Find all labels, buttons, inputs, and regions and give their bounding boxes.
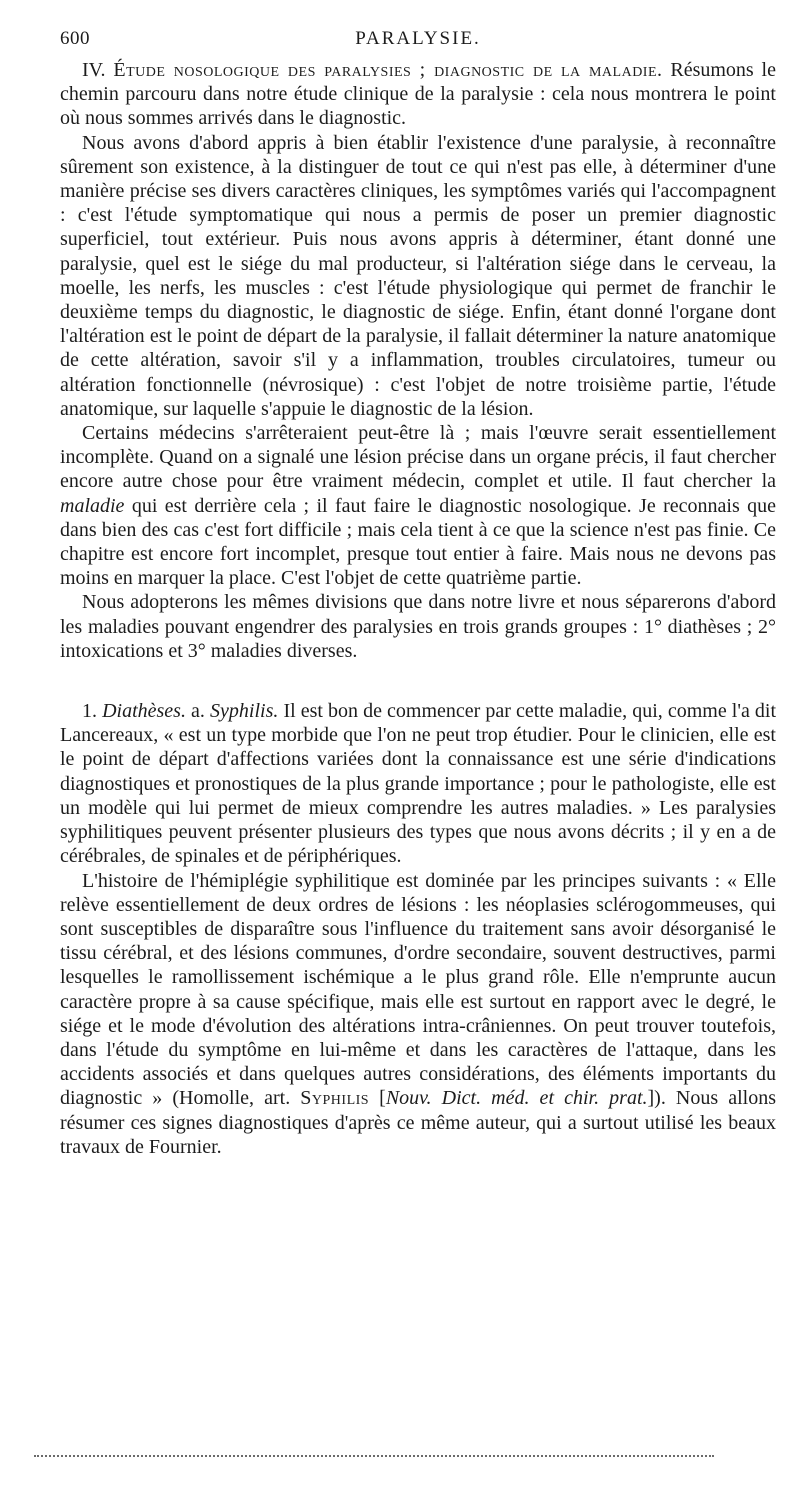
section-iv-heading: Étude nosologique des paralysies ; diagnostic de la maladie. xyxy=(113,59,663,81)
section-iv-p3-emphasis: maladie xyxy=(60,494,125,517)
section-1-p1-text: Il est bon de commencer par cette maladie, qui, comme l'a dit Lancereaux, « est un type morbide que l'on ne peut trop étudier. Pour le clinicien, elle est le point de départ d'affections variées dont la connaissance est une série d'indications diagnostiques et pronostiques de la plus grande importance ; pour le pathologiste, elle est un modèle qui lui permet de mieux comprendre les autres maladies. » Les paralysies syphilitiques peuvent présenter plusieurs des types que nous avons décrits ; il y en a de cérébrales, de spinales et de périphériques. xyxy=(60,700,777,868)
section-iv-paragraph-3 xyxy=(60,421,776,590)
running-head: PARALYSIE. xyxy=(355,28,481,49)
section-iv-paragraph-2: Nous avons d'abord appris à bien établir l'existence d'une paralysie, à reconnaître sûrement son existence, à la distinguer de tout ce qui n'est pas elle, à déterminer d'une manière précise ses divers caractères cliniques, les symptômes variés qui l'accompagnent : c'est l'étude symptomatique qui nous a permis de poser un premier diagnostic superficiel, tout extérieur. Puis nous avons appris à déterminer, étant donné une paralysie, quel est le siége du mal producteur, si l'altération siége dans le cerveau, la moelle, les nerfs, les muscles : c'est l'étude physiologique qui permet de franchir le deuxième temps du diagnostic, le diagnostic de siége. Enfin, étant donné l'organe dont l'altération est le point de départ de la paralysie, il fallait déterminer la nature anatomique de cette altération, savoir s'il y a inflammation, troubles circulatoires, tumeur ou altération fonctionnelle (névrosique) : c'est l'objet de notre troisième partie, l'étude anatomique, sur laquelle s'appuie le diagnostic de la lésion. xyxy=(60,131,776,420)
section-1-p2-text-a: L'histoire de l'hémiplégie syphilitique est dominée par les principes suivants : « Elle relève essentiellement de deux ordres de lésions : les néoplasies sclérogommeuses, qui sont susceptibles de disparaître sous l'influence du traitement sans avoir désorganisé le tissu cérébral, et des lésions communes, d'ordre secondaire, souvent destructives, parmi lesquelles le ramollissement ischémique a le plus grand rôle. Elle n'emprunte aucun caractère propre à sa cause spécifique, mais elle est surtout en rapport avec le degré, le siége et le mode d'évolution des altérations intra-crâniennes. On peut trouver toutefois, dans l'étude du symptôme en lui-même et dans les caractères de l'attaque, dans les accidents associés et dans quelques autres considérations, des éléments importants du diagnostic » (Homolle, art. xyxy=(60,869,776,1110)
section-iv-intro-paragraph xyxy=(60,58,776,131)
section-1-p2-smallcaps: Syphilis xyxy=(300,1087,370,1110)
section-1-number: 1. xyxy=(82,700,97,723)
page-header xyxy=(60,28,776,58)
body-text xyxy=(60,58,776,1159)
section-iv-p3-text-a: Certains médecins s'arrêteraient peut-être là ; mais l'œuvre serait essentiellement incomplète. Quand on a signalé une lésion précise dans un organe précis, il faut chercher encore autre chose pour être vraiment médecin, complet et utile. Il faut chercher la xyxy=(60,422,776,493)
section-spacer xyxy=(60,663,776,699)
section-1-p2-bracket: [ xyxy=(369,1087,386,1110)
section-iv-number: IV. xyxy=(82,59,106,81)
page xyxy=(60,28,776,1159)
section-1-paragraph-2 xyxy=(60,869,776,1159)
section-1-p2-citation: Nouv. Dict. méd. et chir. prat. xyxy=(385,1087,648,1110)
footer-dotted-rule xyxy=(34,1455,714,1457)
section-1-p2-text-b: ]). Nous allons résumer ces signes diagnostiques d'après ce même auteur, qui a surtout utilisé les beaux travaux de Fournier. xyxy=(60,1087,776,1158)
section-1-subtitle: Syphilis. xyxy=(210,700,279,723)
section-iv-p1-text: Résumons le chemin parcouru dans notre étude clinique de la paralysie : cela nous montrera le point où nous sommes arrivés dans le diagnostic. xyxy=(60,59,776,130)
section-iv-p3-text-b: qui est derrière cela ; il faut faire le diagnostic nosologique. Je reconnais que dans bien des cas c'est fort difficile ; mais cela tient à ce que la science n'est pas finie. Ce chapitre est encore fort incomplet, presque tout entier à faire. Mais nous ne devons pas moins en marquer la place. C'est l'objet de cette quatrième partie. xyxy=(60,494,776,590)
page-number: 600 xyxy=(60,28,90,49)
section-1-sub-letter: a. xyxy=(191,700,205,723)
section-1-title: Diathèses. xyxy=(102,700,186,723)
section-1-intro-paragraph xyxy=(60,699,776,868)
section-iv-paragraph-4: Nous adopterons les mêmes divisions que dans notre livre et nous séparerons d'abord les maladies pouvant engendrer des paralysies en trois grands groupes : 1° diathèses ; 2° intoxications et 3° maladies diverses. xyxy=(60,591,776,662)
